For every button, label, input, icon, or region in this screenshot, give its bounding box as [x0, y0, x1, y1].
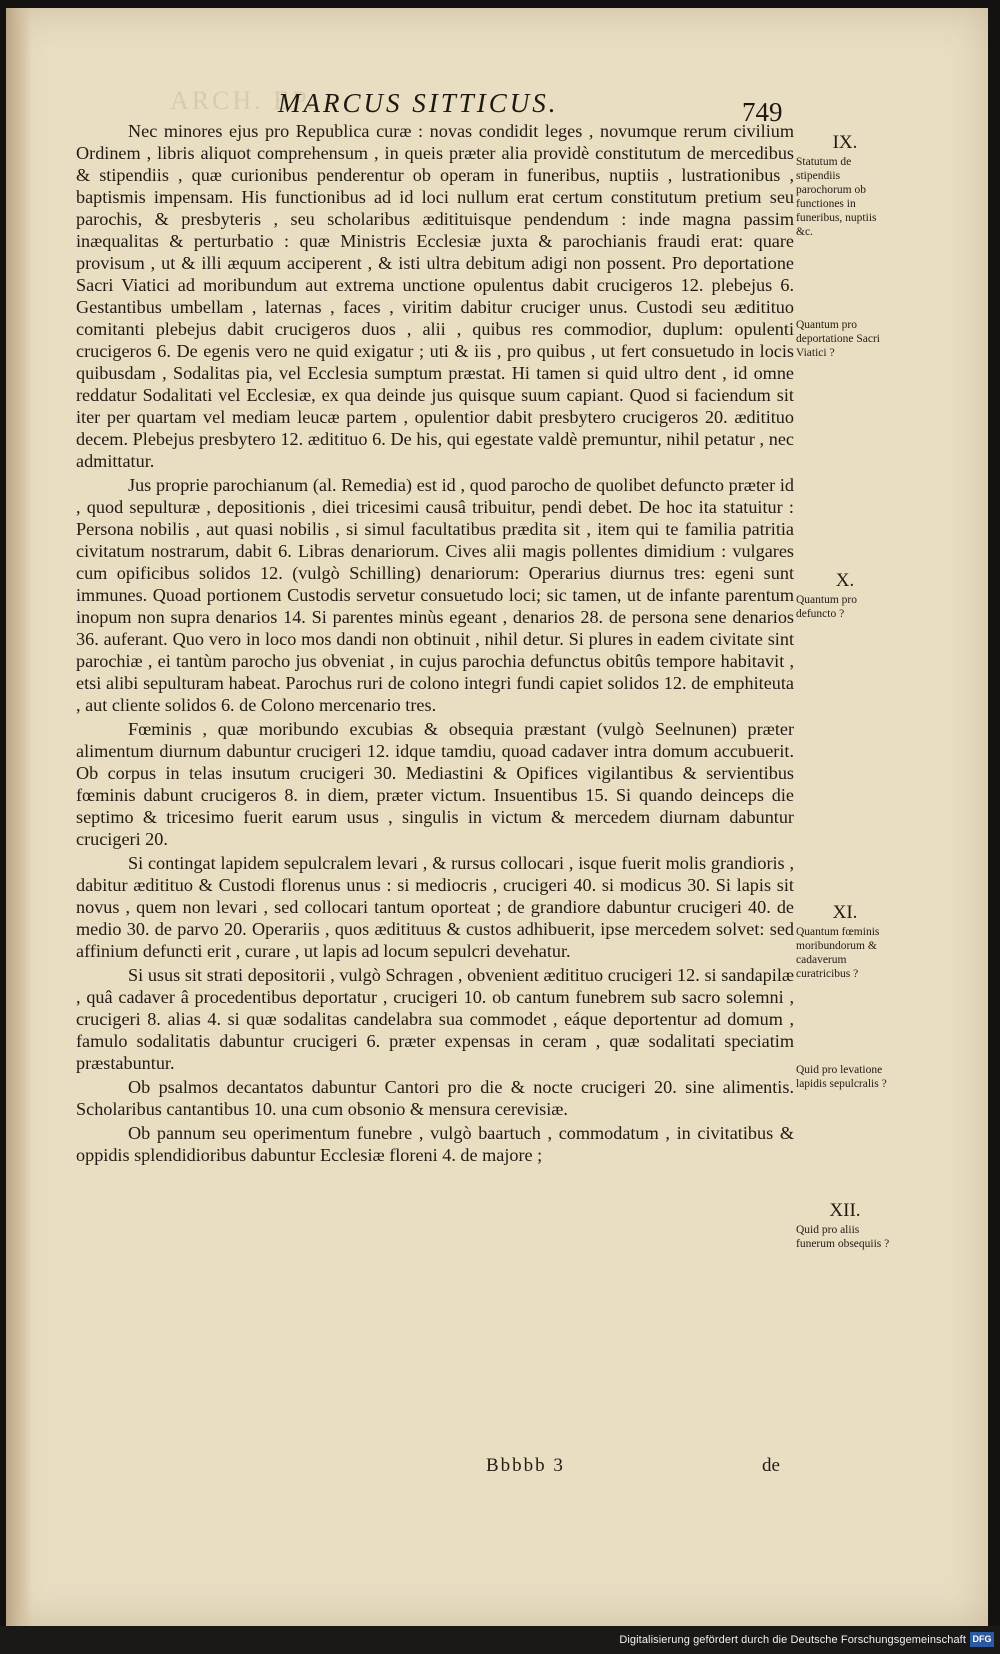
marginal-note-viaticum [796, 318, 894, 360]
marginal-note-text: Quid pro aliis funerum obsequiis ? [796, 1224, 890, 1250]
bleed-through-text: ARCH. EP. [170, 86, 317, 115]
marginal-note-lapis [796, 1063, 894, 1091]
running-head: MARCUS SITTICUS. [278, 88, 559, 118]
marginal-note-number: XI. [832, 902, 858, 923]
paragraph-7: Ob pannum seu operimentum funebre , vulgò baartuch , commodatum , in civitatibus & oppidis splendidioribus dabuntur Ecclesiæ floreni 4. de majore ; [76, 1123, 794, 1165]
marginal-note-text: Quantum pro deportatione Sacri Viatici ? [796, 319, 880, 359]
page-number: 749 [742, 97, 783, 127]
main-text-column [76, 120, 794, 1166]
marginal-note-xi [796, 902, 894, 981]
marginal-note-text: Statutum de stipendiis parochorum ob functiones in funeribus, nuptiis &c. [796, 156, 877, 238]
marginal-note-number: XII. [829, 1200, 861, 1221]
marginal-note-number: IX. [832, 132, 858, 153]
marginal-note-text: Quantum fœminis moribundorum & cadaverum curatricibus ? [796, 926, 880, 980]
digitization-credit: Digitalisierung gefördert durch die Deutsche Forschungsgemeinschaft [619, 1634, 966, 1646]
paragraph-5: Si usus sit strati depositorii , vulgò Schragen , obvenient æditituo crucigeri 12. si sandapilæ , quâ cadaver â procedentibus deportatur , crucigeri 10. ob cantum funebrem sub sacro solemni , crucigeri 8. alias 4. si quæ sodalitas candelabra sua commodet , eáque deportentur ad domum , famulo sodalitatis dabuntur crucigeri 6. præter expensas in ceram , quæ sodalitati speciatim præstabuntur. [76, 965, 794, 1073]
catchword: de [762, 1455, 780, 1476]
paragraph-3: Fœminis , quæ moribundo excubias & obsequia præstant (vulgò Seelnunen) præter alimentum diurnum dabuntur crucigeri 12. idque tamdiu, quoad cadaver intra domum accubuerit. Ob corpus in telas insutum crucigeri 30. Mediastini & Opifices vigilantibus & servientibus fœminis dabunt crucigeros 8. in diem, præter victum. Insuentibus 15. Si quando deinceps die septimo & tricesimo fuerit earum usus , singulis in victum & mercedem diurnam dabuntur crucigeri 20. [76, 719, 794, 849]
signature-mark: Bbbbb 3 [486, 1455, 565, 1476]
marginal-note-x [796, 570, 894, 621]
dfg-logo: DFG [970, 1632, 994, 1647]
paragraph-2: Jus proprie parochianum (al. Remedia) est id , quod parocho de quolibet defuncto præter id , quod sepulturæ , depositionis , diei tricesimi causâ tribuitur, pendi debet. De hoc ita statuitur : Persona nobilis , aut quasi nobilis , si simul facultatibus prædita sit , item qui te familia patritia civitatum nostrarum, dabit 6. Libras denariorum. Cives alii magis pollentes dimidium : vulgares cum opificibus solidos 12. (vulgò Schilling) denariorum: Operarius diurnus tres: egeni sunt immunes. Quoad portionem Custodis servetur consuetudo loci; sic tamen, ut de infante parentum inopum non supra denarios 14. Si parentes minùs egeant , denarios 28. de persona sene denarios 36. auferant. Quo vero in loco mos dandi non obtinuit , nihil detur. Si plures in eadem civitate sint parochiæ , ei tantùm parocho jus obveniat , in cujus parochia defunctus obitûs tempore habitavit , etsi alibi sepulturam habeat. Parochus ruri de colono integri fundi capiet solidos 12. de emphiteuta , aut cliente solidos 6. de Colono mercenario tres. [76, 475, 794, 715]
paragraph-6: Ob psalmos decantatos dabuntur Cantori pro die & nocte crucigeri 20. sine alimentis. Scholaribus cantantibus 10. una cum obsonio & mensura cerevisiæ. [76, 1077, 794, 1119]
marginal-note-text: Quantum pro defuncto ? [796, 594, 858, 620]
marginal-note-text: Quid pro levatione lapidis sepulcralis ? [796, 1064, 887, 1090]
paragraph-1: Nec minores ejus pro Republica curæ : novas condidit leges , novumque rerum civilium Ordinem , libris aliquot comprehensum , in queis præter alia providè constitutum de mercedibus & stipendiis , quæ curionibus penderentur ob operam in funeribus, nuptiis , lustrationibus , baptismis impensam. His functionibus ad id loci nullum erat certum constitutum pretium seu parochis, & presbyteris , seu scholaribus æditituisque pendendum : inde magna passim inæqualitas & perturbatio : quæ Ministris Ecclesiæ juxta & parochianis fraudi erat: quare provisum , ut & illi æquum acciperent , & isti ultra debitum adigi non possent. Pro deportatione Sacri Viatici ad moribundum aut extrema unctione opulentus dabit crucigeros 12. plebejus 6. Gestantibus umbellam , laternas , faces , viritim dabitur cruciger unus. Custodi seu æditituo comitanti plebejus dabit crucigeros duos , alii , quibus res commodior, duplum: opulenti crucigeros 6. De egenis vero ne quid exigatur ; uti & iis , pro quibus , ut fert consuetudo in locis quibusdam , Sodalitas pia, vel Ecclesia sumptum præstat. Hi tamen si quid ultro dent , id omne reddatur Sodalitati vel Ecclesiæ, ex qua deinde jus quisque suum capiant. Quod si faciendum sit iter per quartam vel mediam leucæ partem , opulentior dabit presbytero crucigeros 20. æditituo decem. Plebejus presbytero 12. æditituo 6. De his, qui egestate valdè premuntur, nihil petatur , nec admittatur. [76, 121, 794, 471]
page-gutter [6, 8, 32, 1626]
marginal-note-xii [796, 1200, 894, 1251]
paragraph-4: Si contingat lapidem sepulcralem levari , & rursus collocari , isque fuerit molis grandioris , dabitur æditituo & Custodi florenus unus : si mediocris , crucigeri 40. si modicus 30. Si lapis sit novus , quem non levari , sed collocari tantum oporteat ; de grandiore dabuntur crucigeri 40. de medio 30. de parvo 20. Operariis , quos æditituus & custos adhibuerit, ipse mercedem solvet: sed affinium defuncti erit , curare , ut lapis ad locum sepulcri devehatur. [76, 853, 794, 961]
marginal-note-number: X. [835, 570, 855, 591]
marginal-note-ix [796, 132, 894, 239]
